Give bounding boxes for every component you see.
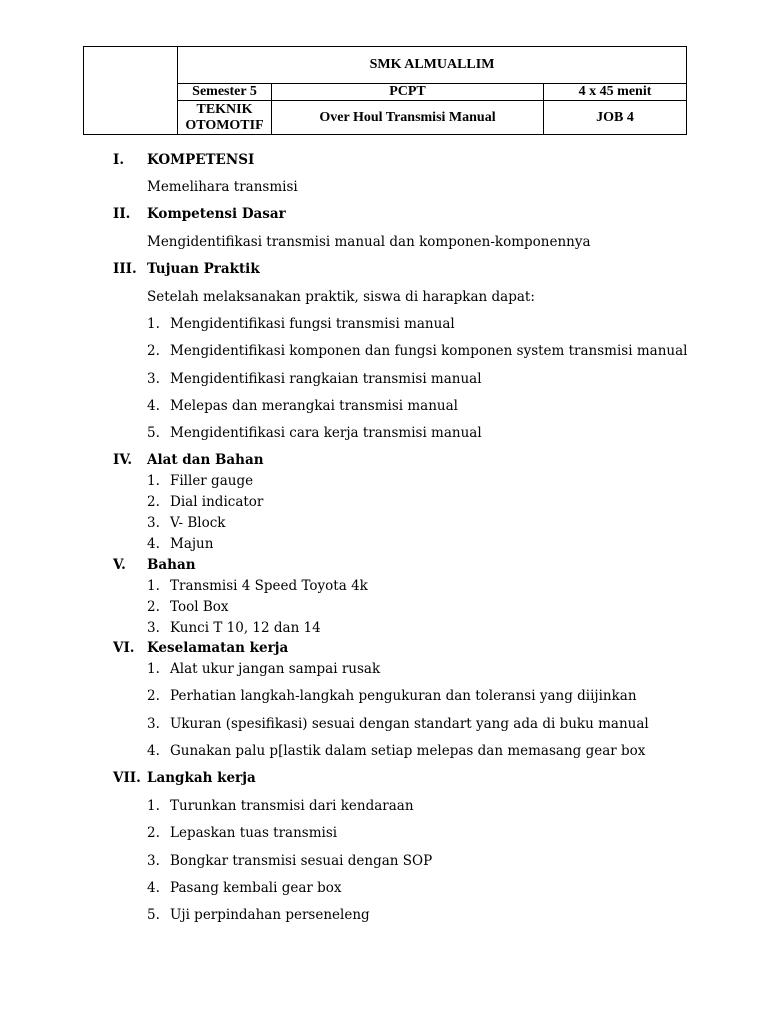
list-item: Perhatian langkah-langkah pengukuran dan toleransi yang diijinkan [170, 688, 637, 704]
list-item: Transmisi 4 Speed Toyota 4k [170, 578, 368, 594]
section-number: I. [113, 152, 125, 168]
section-number: IV. [113, 452, 133, 468]
list-item-number: 2. [147, 599, 160, 615]
list-item-number: 5. [147, 425, 160, 441]
list-item: Uji perpindahan perseneleng [170, 907, 370, 923]
school-name: SMK ALMUALLIM [178, 47, 687, 84]
list-item: Lepaskan tuas transmisi [170, 825, 338, 841]
list-item-number: 3. [147, 371, 160, 387]
list-item-number: 1. [147, 578, 160, 594]
list-item-number: 3. [147, 515, 160, 531]
list-item-number: 1. [147, 473, 160, 489]
duration-cell: 4 x 45 menit [544, 84, 687, 101]
list-item-number: 1. [147, 316, 160, 332]
list-item: Dial indicator [170, 494, 264, 510]
list-item-number: 4. [147, 398, 160, 414]
list-item: Mengidentifikasi komponen dan fungsi komponen system transmisi manual [170, 343, 688, 359]
section-title: Langkah kerja [147, 770, 256, 786]
list-item-number: 3. [147, 853, 160, 869]
list-item-number: 2. [147, 688, 160, 704]
section-paragraph: Setelah melaksanakan praktik, siswa di harapkan dapat: [147, 289, 535, 305]
section-paragraph: Memelihara transmisi [147, 179, 298, 195]
topic-cell: Over Houl Transmisi Manual [272, 101, 544, 135]
list-item-number: 3. [147, 620, 160, 636]
list-item-number: 5. [147, 907, 160, 923]
semester-cell: Semester 5 [178, 84, 272, 101]
list-item: Tool Box [170, 599, 229, 615]
list-item-number: 4. [147, 880, 160, 896]
section-title: Alat dan Bahan [147, 452, 264, 468]
section-number: III. [113, 261, 137, 277]
section-title: Bahan [147, 557, 196, 573]
list-item: Majun [170, 536, 214, 552]
section-title: KOMPETENSI [147, 152, 255, 168]
list-item-number: 2. [147, 343, 160, 359]
section-title: Tujuan Praktik [147, 261, 260, 277]
section-number: V. [113, 557, 126, 573]
list-item-number: 2. [147, 825, 160, 841]
department-line-1: TEKNIK [196, 101, 253, 117]
section-number: VII. [113, 770, 141, 786]
list-item-number: 4. [147, 536, 160, 552]
list-item-number: 4. [147, 743, 160, 759]
list-item-number: 2. [147, 494, 160, 510]
list-item: V- Block [170, 515, 226, 531]
section-number: II. [113, 206, 131, 222]
list-item: Bongkar transmisi sesuai dengan SOP [170, 853, 433, 869]
list-item: Filler gauge [170, 473, 254, 489]
list-item: Pasang kembali gear box [170, 880, 342, 896]
section-title: Kompetensi Dasar [147, 206, 286, 222]
list-item: Turunkan transmisi dari kendaraan [170, 798, 414, 814]
department-line-2: OTOMOTIF [185, 117, 264, 133]
pcpt-cell: PCPT [272, 84, 544, 101]
section-paragraph: Mengidentifikasi transmisi manual dan komponen-komponennya [147, 234, 591, 250]
list-item-number: 1. [147, 661, 160, 677]
job-cell: JOB 4 [544, 101, 687, 135]
section-number: VI. [113, 640, 135, 656]
list-item: Gunakan palu p[lastik dalam setiap melepas dan memasang gear box [170, 743, 646, 759]
list-item: Mengidentifikasi cara kerja transmisi manual [170, 425, 482, 441]
list-item: Ukuran (spesifikasi) sesuai dengan standart yang ada di buku manual [170, 716, 649, 732]
section-title: Keselamatan kerja [147, 640, 289, 656]
list-item-number: 1. [147, 798, 160, 814]
list-item: Alat ukur jangan sampai rusak [170, 661, 381, 677]
list-item: Mengidentifikasi fungsi transmisi manual [170, 316, 455, 332]
list-item: Mengidentifikasi rangkaian transmisi manual [170, 371, 482, 387]
list-item: Kunci T 10, 12 dan 14 [170, 620, 321, 636]
list-item: Melepas dan merangkai transmisi manual [170, 398, 458, 414]
list-item-number: 3. [147, 716, 160, 732]
